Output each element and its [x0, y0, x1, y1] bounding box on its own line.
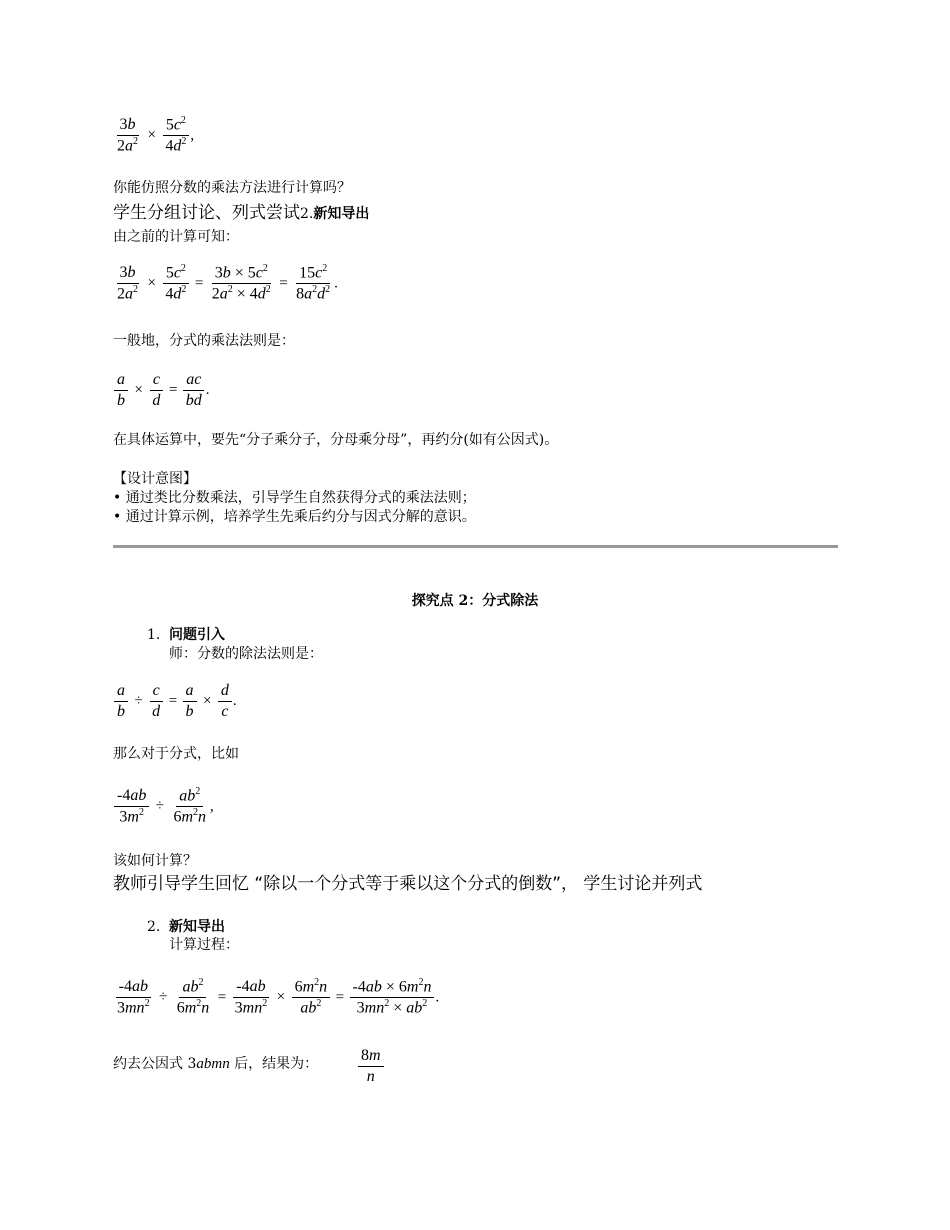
discussion-text: 学生分组讨论、列式尝试 — [113, 203, 300, 223]
reduce-text: 约去公因式 3 — [113, 1056, 197, 1072]
formula-division-rule: $\frac{a}{b}$ ÷ $\frac{c}{d}$ = $\frac{a}{b}$ × $\frac{d}{c}$ . — [113, 681, 237, 722]
list-text: 师：分数的除法法则是： — [169, 646, 323, 662]
list-title: 问题引入 — [169, 627, 225, 643]
formula-product-derivation: $\frac{3b}{2a^2}$ × $\frac{5c^2}{4d^2}$ = $\frac{3b \times 5c^2}{2a^2 \times 4d^2}$ = $\frac{15c^2}{8a^2d^2}$ . — [113, 263, 338, 305]
divider — [113, 545, 838, 548]
fraction: $\frac{5c^2}{4d^2}$ — [162, 115, 189, 157]
fraction: $\frac{6m^2n}{ab^2}$ — [292, 977, 331, 1019]
list-title: 新知导出 — [169, 919, 225, 935]
fraction: $\frac{3b}{2a^2}$ — [117, 264, 138, 303]
fraction: $\frac{-4ab}{3mn^2}$ — [234, 978, 268, 1017]
teacher-text: 教师引导学生回忆 “除以一个分式等于乘以这个分式的倒数”， 学生讨论并列式 — [113, 874, 703, 894]
design-item: • 通过类比分数乘法，引导学生自然获得分式的乘法法则； — [113, 490, 476, 506]
fraction: $\frac{15c^2}{8a^2d^2}$ — [296, 263, 331, 303]
list-number: 2. — [147, 919, 161, 935]
then-text: 那么对于分式，比如 — [113, 746, 239, 762]
fraction: $\frac{3b}{2a^2}$ — [117, 116, 138, 155]
fraction: $\frac{a}{b}$ — [114, 370, 128, 411]
fraction: $\frac{ab^2}{6m^2n}$ — [173, 786, 207, 826]
reduce-line — [113, 1055, 318, 1074]
fraction: $\frac{-4ab \times 6m^2n}{3mn^2 \times ab^2}$ — [350, 977, 435, 1019]
formula-multiplication-rule: $\frac{a}{b}$ × $\frac{c}{d}$ = $\frac{ac}{bd}$ . — [113, 370, 210, 411]
design-title: 【设计意图】 — [113, 471, 197, 487]
general-text: 一般地，分式的乘法法则是： — [113, 333, 295, 349]
fraction: $\frac{-4ab}{3mn^2}$ — [117, 978, 150, 1017]
fraction: $\frac{c}{d}$ — [149, 681, 163, 722]
result-formula — [357, 1046, 385, 1087]
section-title: 探究点 2：分式除法 — [411, 593, 539, 609]
how-text: 该如何计算？ — [113, 853, 197, 869]
list-item — [147, 919, 225, 937]
formula-division-derivation: $\frac{-4ab}{3mn^2}$ ÷ $\frac{ab^2}{6m^2n}$ = $\frac{-4ab}{3mn^2}$ × $\frac{6m^2n}{ab^2}$ = $\frac{-4ab \times 6m^2n}{3mn^2 \times ab^2}$ . — [113, 977, 439, 1019]
fraction: $\frac{d}{c}$ — [218, 681, 232, 722]
design-item: • 通过计算示例，培养学生先乘后约分与因式分解的意识。 — [113, 509, 476, 525]
fraction: $\frac{8m}{n}$ — [358, 1046, 384, 1087]
step-title: 新知导出 — [313, 206, 370, 222]
rule-text: 在具体运算中，要先“分子乘分子，分母乘分母”，再约分(如有公因式)。 — [113, 432, 559, 448]
step-number: 2. — [300, 206, 314, 222]
fraction: $\frac{c}{d}$ — [149, 370, 163, 411]
fraction: $\frac{-4ab}{3m^2}$ — [114, 786, 149, 827]
fraction: $\frac{a}{b}$ — [114, 681, 128, 722]
intro-text: 由之前的计算可知： — [113, 229, 239, 245]
list-number: 1. — [147, 627, 161, 643]
discussion-line — [113, 203, 369, 224]
fraction: $\frac{ac}{bd}$ — [183, 370, 205, 411]
question-text: 你能仿照分数的乘法方法进行计算吗？ — [113, 180, 351, 196]
fraction: $\frac{a}{b}$ — [183, 681, 197, 722]
formula-product-example: $\frac{3b}{2a^2}$ × $\frac{5c^2}{4d^2}$ , — [113, 115, 194, 157]
formula-division-example: $\frac{-4ab}{3m^2}$ ÷ $\frac{ab^2}{6m^2n}$ , — [113, 786, 214, 828]
reduce-text-post: 后，结果为： — [229, 1056, 319, 1072]
fraction: $\frac{5c^2}{4d^2}$ — [162, 263, 189, 305]
reduce-variable: abmn — [196, 1056, 230, 1072]
list-item — [147, 627, 225, 645]
list-text: 计算过程： — [169, 937, 239, 953]
fraction: $\frac{ab^2}{6m^2n}$ — [176, 977, 210, 1017]
fraction: $\frac{3b \times 5c^2}{2a^2 \times 4d^2}$ — [211, 263, 271, 303]
